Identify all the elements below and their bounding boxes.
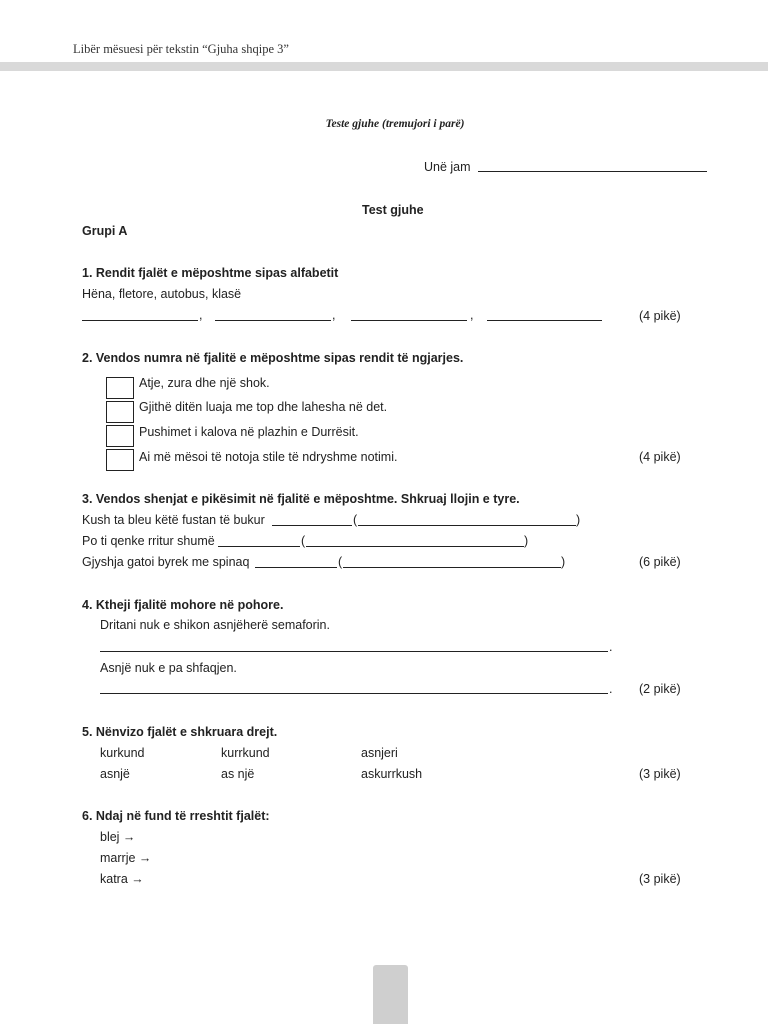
q1-words: Hëna, fletore, autobus, klasë: [82, 287, 242, 301]
q3-punct-blank-1[interactable]: [272, 525, 352, 526]
q1-comma-2: ,: [332, 308, 336, 322]
q3-points: (6 pikë): [639, 555, 681, 569]
q1-comma-3: ,: [470, 308, 474, 322]
q5-title: 5. Nënvizo fjalët e shkruara drejt.: [82, 725, 278, 739]
q6-points: (3 pikë): [639, 872, 681, 886]
q3-type-blank-1[interactable]: [358, 525, 576, 526]
q3-open-paren-2: (: [301, 534, 306, 548]
q2-points: (4 pikë): [639, 450, 681, 464]
q5-word: askurrkush: [361, 767, 423, 781]
q1-comma-1: ,: [199, 308, 203, 322]
q3-sentence-2: Po ti qenke rritur shumë: [82, 534, 215, 548]
q3-open-paren-1: (: [353, 513, 358, 527]
q3-close-paren-1: ): [576, 513, 581, 527]
group-label: Grupi A: [82, 224, 128, 238]
q3-sentence-3: Gjyshja gatoi byrek me spinaq: [82, 555, 250, 569]
q1-blank-1[interactable]: [82, 320, 198, 321]
page-number-tab: [373, 965, 408, 1024]
q3-sentence-1: Kush ta bleu këtë fustan të bukur: [82, 513, 265, 527]
q2-sentence-2: Gjithë ditën luaja me top dhe lahesha në det.: [139, 400, 388, 414]
q4-sentence-2: Asnjë nuk e pa shfaqjen.: [100, 661, 237, 675]
q2-sentence-3: Pushimet i kalova në plazhin e Durrësit.: [139, 425, 359, 439]
q3-open-paren-3: (: [338, 555, 343, 569]
q5-word: as një: [221, 767, 255, 781]
q2-title: 2. Vendos numra në fjalitë e mëposhtme sipas rendit të ngjarjes.: [82, 351, 464, 365]
q5-word: kurrkund: [221, 746, 270, 760]
q4-points: (2 pikë): [639, 682, 681, 696]
name-blank[interactable]: [478, 171, 707, 172]
q2-number-box-2[interactable]: [106, 401, 134, 423]
q3-punct-blank-3[interactable]: [255, 567, 337, 568]
q5-word: asnjë: [100, 767, 130, 781]
q2-sentence-4: Ai më mësoi të notoja stile të ndryshme notimi.: [139, 450, 398, 464]
q4-period-2: .: [609, 682, 613, 696]
q2-number-box-1[interactable]: [106, 377, 134, 399]
running-header: Libër mësuesi për tekstin “Gjuha shqipe 3”: [73, 42, 289, 56]
q1-blank-4[interactable]: [487, 320, 602, 321]
q3-title: 3. Vendos shenjat e pikësimit në fjalitë e mëposhtme. Shkruaj llojin e tyre.: [82, 492, 520, 506]
q5-word: asnjeri: [361, 746, 398, 760]
q1-blank-2[interactable]: [215, 320, 331, 321]
q4-title: 4. Ktheji fjalitë mohore në pohore.: [82, 598, 284, 612]
q6-word: katra →: [100, 872, 144, 886]
q2-sentence-1: Atje, zura dhe një shok.: [139, 376, 270, 390]
q6-word: marrje →: [100, 851, 152, 865]
q3-close-paren-2: ): [524, 534, 529, 548]
q5-word: kurkund: [100, 746, 145, 760]
q5-points: (3 pikë): [639, 767, 681, 781]
q2-number-box-4[interactable]: [106, 449, 134, 471]
q3-type-blank-3[interactable]: [343, 567, 561, 568]
section-title: Teste gjuhe (tremujori i parë): [325, 118, 465, 130]
q1-blank-3[interactable]: [351, 320, 467, 321]
q3-type-blank-2[interactable]: [306, 546, 524, 547]
q2-number-box-3[interactable]: [106, 425, 134, 447]
q1-title: 1. Rendit fjalët e mëposhtme sipas alfabetit: [82, 266, 339, 280]
q4-answer-line-1[interactable]: [100, 651, 608, 652]
name-label: Unë jam: [424, 160, 471, 174]
q4-answer-line-2[interactable]: [100, 693, 608, 694]
q3-punct-blank-2[interactable]: [218, 546, 300, 547]
q6-word: blej →: [100, 830, 136, 844]
q1-points: (4 pikë): [639, 309, 681, 323]
header-divider: [0, 62, 768, 71]
q3-close-paren-3: ): [561, 555, 566, 569]
q4-period-1: .: [609, 640, 613, 654]
q6-title: 6. Ndaj në fund të rreshtit fjalët:: [82, 809, 270, 823]
q4-sentence-1: Dritani nuk e shikon asnjëherë semaforin.: [100, 618, 330, 632]
test-title: Test gjuhe: [362, 203, 424, 217]
